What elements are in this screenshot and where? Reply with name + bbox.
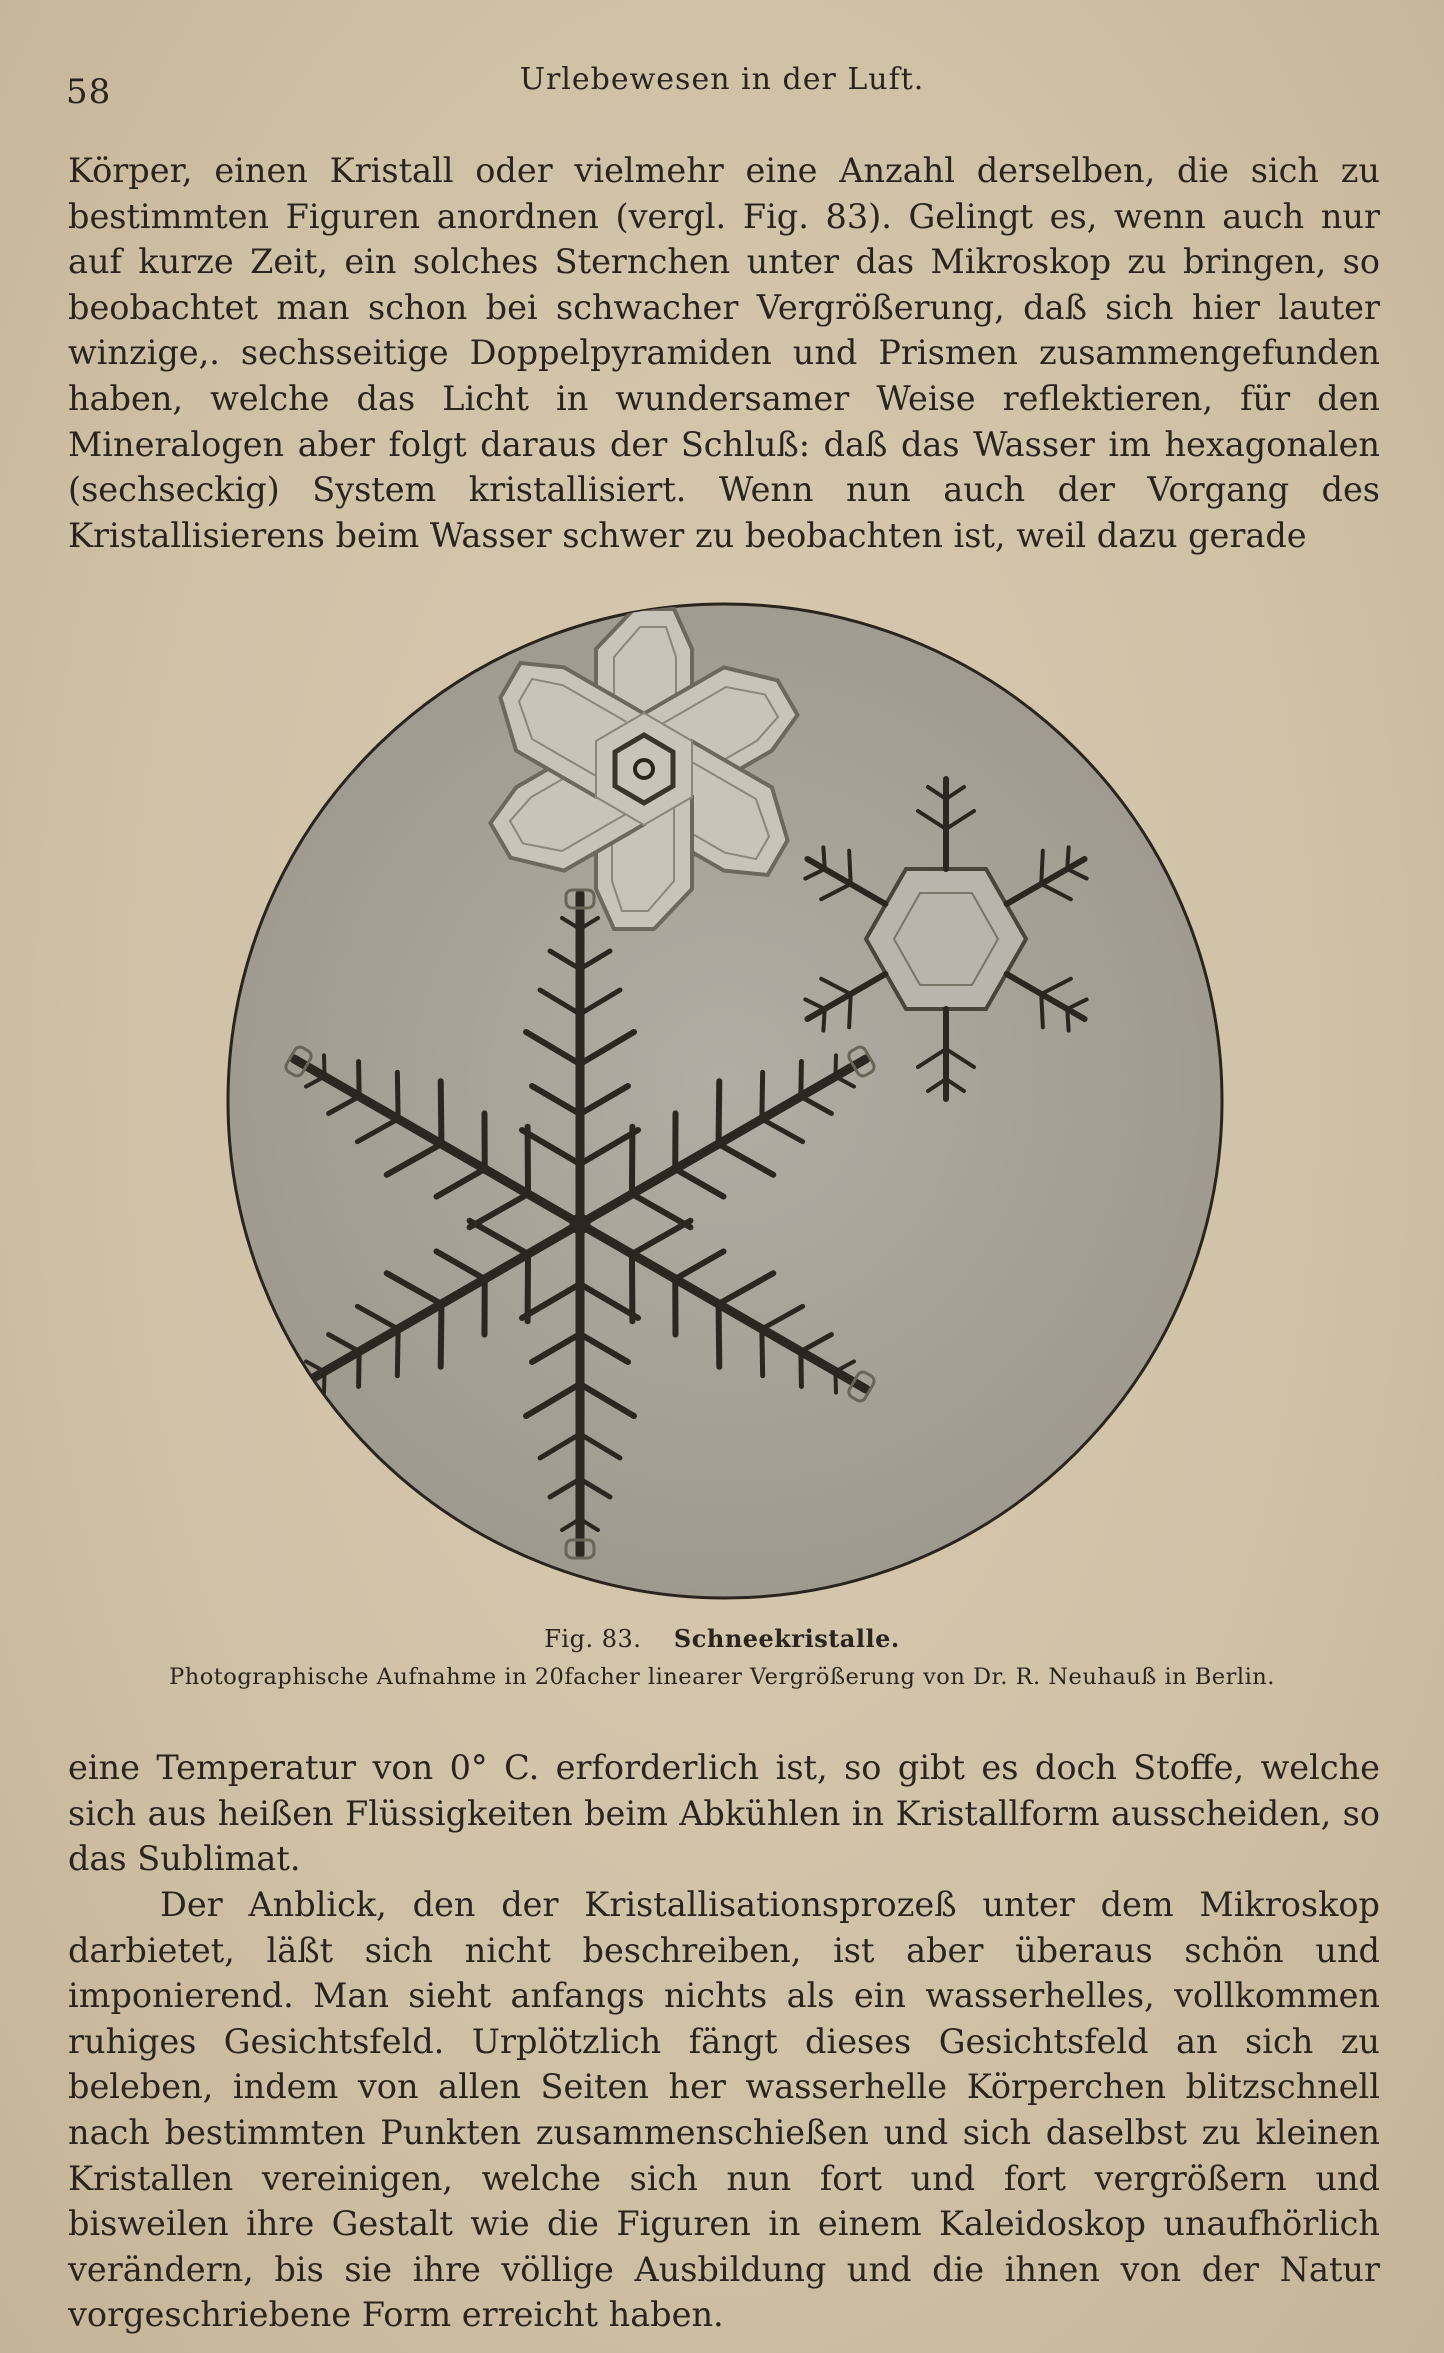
- figure-snowflake-photo: [226, 602, 1224, 1600]
- body-paragraph-bottom-1: eine Temperatur von 0° C. erforderlich ist, so gibt es doch Stoffe, welche sich aus heißen Flüssigkeiten beim Abkühlen in Kristallform ausscheiden, so das Sublimat.: [68, 1748, 1380, 1879]
- figure-caption: [0, 1624, 1444, 1653]
- figure-title: Schneekristalle.: [673, 1624, 900, 1653]
- figure-credit: Photographische Aufnahme in 20facher linearer Vergrößerung von Dr. R. Neuhauß in Berlin.: [169, 1664, 1275, 1690]
- body-paragraph-bottom-2: Der Anblick, den der Kristallisationsprozeß unter dem Mikroskop darbietet, läßt sich nicht beschreiben, ist aber überaus schön und imponierend. Man sieht anfangs nichts als ein wasserhelles, vollkommen ruhiges Gesichtsfeld. Urplötzlich fängt dieses Gesichtsfeld an sich zu beleben, indem von allen Seiten her wasserhelle Körperchen blitzschnell nach bestimmten Punkten zusammenschießen und sich daselbst zu kleinen Kristallen vereinigen, welche sich nun fort und fort vergrößern und bisweilen ihre Gestalt wie die Figuren in einem Kaleidoskop unaufhörlich verändern, bis sie ihre völlige Ausbildung und die ihnen von der Natur vorgeschriebene Form erreicht haben.: [68, 1885, 1380, 2335]
- body-paragraph-top: Körper, einen Kristall oder vielmehr eine Anzahl derselben, die sich zu bestimmten Figuren anordnen (vergl. Fig. 83). Gelingt es, wenn auch nur auf kurze Zeit, ein solches Sternchen unter das Mikroskop zu bringen, so beobachtet man schon bei schwacher Vergrößerung, daß sich hier lauter winzige,. sechsseitige Doppelpyramiden und Prismen zusammengefunden haben, welche das Licht in wundersamer Weise reflektieren, für den Mineralogen aber folgt daraus der Schluß: daß das Wasser im hexagonalen (sechseckig) System kristallisiert. Wenn nun auch der Vorgang des Kristallisierens beim Wasser schwer zu beobachten ist, weil dazu gerade: [68, 151, 1380, 555]
- snowflake-photo-image: [226, 602, 1224, 1600]
- figure-label: Fig. 83.: [544, 1625, 642, 1653]
- running-title: Urlebewesen in der Luft.: [519, 62, 925, 97]
- page-number: 58: [66, 72, 112, 112]
